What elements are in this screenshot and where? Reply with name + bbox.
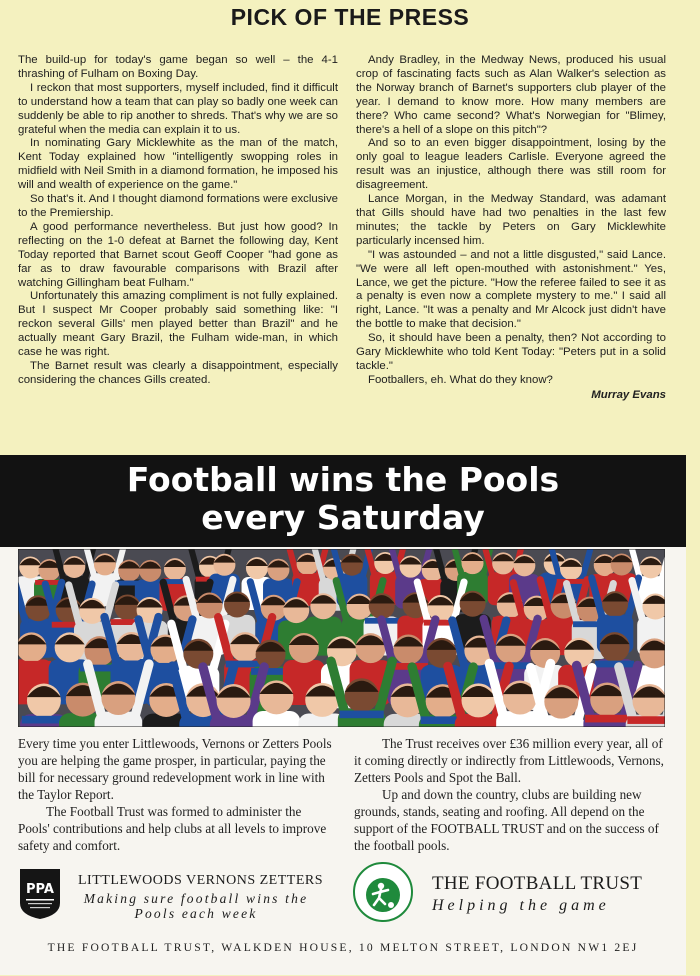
lvz-tagline: Making sure football wins the Pools each week — [83, 891, 309, 921]
crowd-scarf — [293, 574, 322, 579]
article-paragraph: And so to an even bigger disappointment, losing by the only goal to league leaders Carlisle. Everyone agreed the result was an injustice, although there was still room for disagreement. — [356, 137, 666, 192]
crowd-scarf — [627, 716, 665, 724]
ppa-logo-icon — [18, 867, 62, 921]
article-column-left — [18, 54, 338, 388]
crowd-scarf — [340, 711, 384, 719]
article-paragraph: So, it should have been a penalty, then? Not according to Gary Micklewhite who told Kent Today: "Peters put in a solid tackle." — [356, 332, 666, 372]
football-trust-logo-icon — [352, 861, 414, 923]
crowd-photo — [18, 549, 665, 727]
crowd-photo-icon — [18, 549, 665, 727]
football-trust-advert — [0, 455, 686, 975]
article-title: PICK OF THE PRESS — [230, 4, 470, 30]
advert-logo-row — [0, 865, 686, 935]
advert-headline — [0, 461, 686, 537]
article-paragraph: I reckon that most supporters, myself included, find it difficult to understand how a team that can play so badly one week can suddenly be able to rip another to shreds. That's why we are so grateful when the media can explain it to us. — [18, 81, 338, 136]
advert-paragraph: The Trust receives over £36 million every year, all of it coming directly or indirectly from Littlewoods, Vernons, Zetters Pools and Spot the Ball. — [354, 736, 664, 785]
advert-headline-line2: every Saturday — [201, 498, 485, 537]
lvz-name: LITTLEWOODS VERNONS ZETTERS — [78, 873, 323, 888]
article-paragraph: Footballers, eh. What do they know? — [368, 373, 553, 386]
advert-headline-line1: Football wins the Pools — [126, 460, 560, 499]
advert-paragraph: Up and down the country, clubs are building new grounds, stands, seating and roofing. All depend on the support of the FOOTBALL TRUST and on the success of the football pools. — [354, 787, 659, 853]
article-paragraph: In nominating Gary Micklewhite as the man of the match, Kent Today explained how "intelligently swopping roles in midfield with Neil Smith in a diamond formation, he imposed his will and wealth of experience on the game." — [18, 137, 338, 192]
article-paragraph: The build-up for today's game began so well – the 4-1 thrashing of Fulham on Boxing Day. — [18, 54, 338, 80]
article-paragraph: Andy Bradley, in the Medway News, produced his usual crop of fascinating facts such as Alan Walker's selection as the Norway branch of Barnet's supporters club player of the year. I demand to know more. How many members are there? Who came second? What's Norwegian for "Blimey, there's a hell of a slope on this pitch"? — [356, 54, 666, 136]
advert-body-right — [354, 735, 666, 854]
article-paragraph: So that's it. And I thought diamond formations were exclusive to the Premiership. — [18, 193, 338, 219]
advert-address: THE FOOTBALL TRUST, WALKDEN HOUSE, 10 MELTON STREET, LONDON NW1 2EJ — [47, 941, 639, 954]
article-paragraph: Lance Morgan, in the Medway Standard, was adamant that Gills should have had two penalties in the last few minutes; the tackle by Peters on Gary Micklewhite particularly incensed him. — [356, 193, 666, 247]
article-paragraph: "I was astounded – and not a little disgusted," said Lance. "We were all left open-mouthed with astonishment." Yes, Lance, we get the picture. "How the referee failed to see it as a penalty is even now a complete mystery to me." I said all right, Lance. "It was a penalty and Mr Alcock just didn't have the bottle to make that decision." — [356, 248, 666, 331]
crowd-scarf — [598, 616, 632, 622]
ppa-logo-text: PPA — [26, 882, 54, 897]
advert-paragraph: The Football Trust was formed to administer the Pools' contributions and help clubs at all levels to improve safety and comfort. — [18, 804, 327, 853]
advert-paragraph: Every time you enter Littlewoods, Vernons or Zetters Pools you are helping the game prosper, in particular, paying the bill for necessary ground redevelopment work in line with the Taylor Report. — [18, 736, 332, 802]
football-trust-tagline: Helping the game — [432, 897, 610, 914]
crowd-scarf — [18, 661, 51, 668]
article-paragraph: The Barnet result was clearly a disappointment, especially considering the chances Gills created. — [18, 359, 338, 386]
article-paragraph: A good performance nevertheless. But just how good? In reflecting on the 1-0 defeat at Barnet the following day, Kent Today reported that Barnet scout Geoff Cooper "had gone as far as to draw favourable comparisons with Brazil after watching Gillingham beat Fulham." — [18, 220, 338, 289]
advert-banner — [0, 455, 686, 547]
article-column-right — [356, 54, 666, 403]
football-trust-name: THE FOOTBALL TRUST — [432, 873, 643, 894]
article-paragraph: Unfortunately this amazing compliment is not fully explained. But I suspect Mr Cooper probably said something like: "I reckon several Gills' men played better than Brazil" and he actually meant Gary Brazil, the Fulham wide-man, in which case he was right. — [18, 290, 338, 359]
article-byline: Murray Evans — [591, 388, 666, 401]
crowd-scarf — [585, 715, 629, 723]
advert-body-left — [18, 735, 336, 854]
